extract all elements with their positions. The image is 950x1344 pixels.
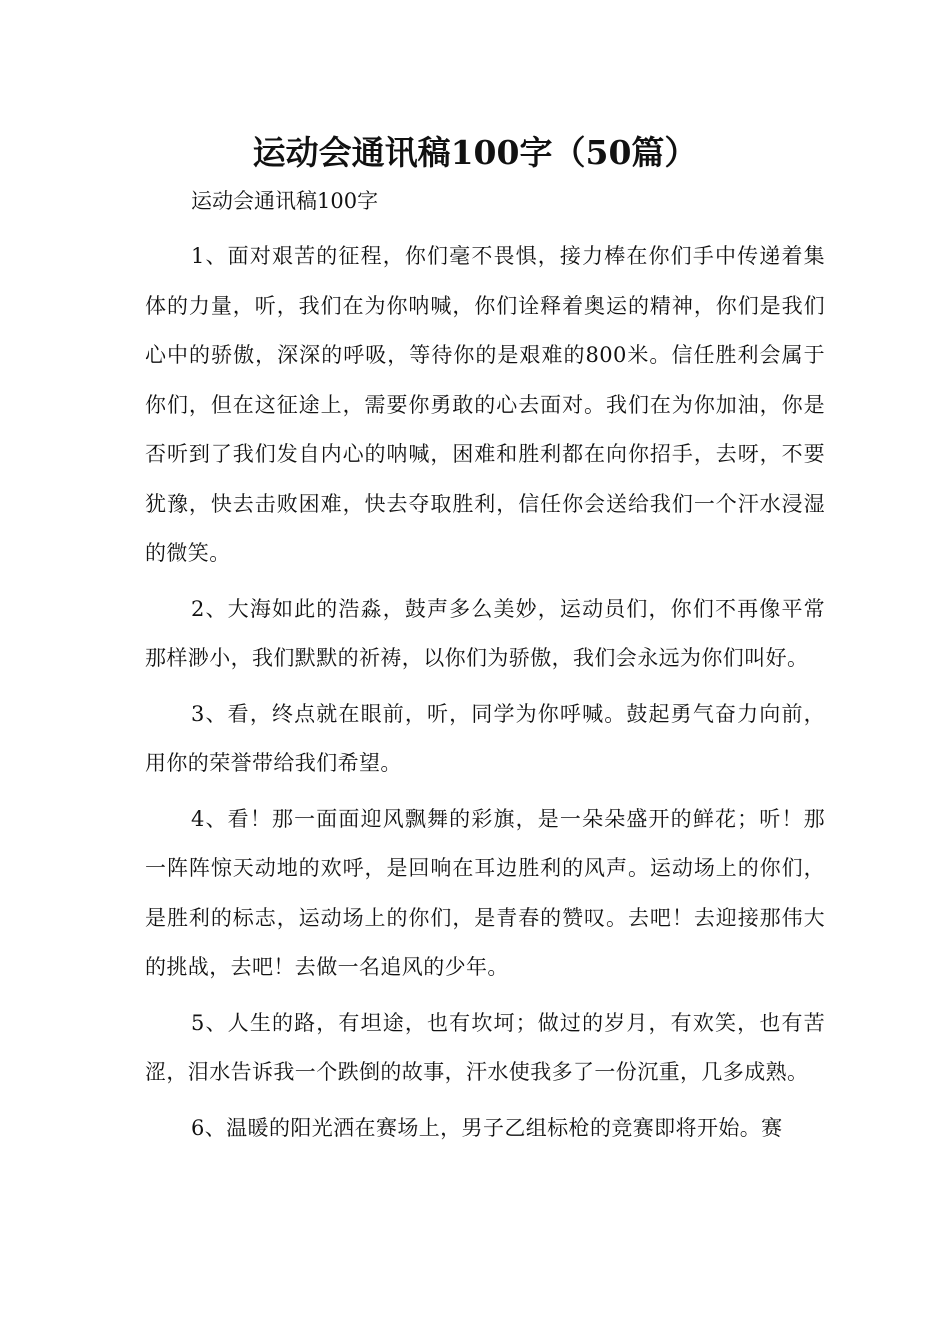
paragraph-1: 1、面对艰苦的征程，你们毫不畏惧，接力棒在你们手中传递着集体的力量，听，我们在为你呐喊，你们诠释着奥运的精神，你们是我们心中的骄傲，深深的呼吸，等待你的是艰难的800米。信任胜利会属于你们，但在这征途上，需要你勇敢的心去面对。我们在为你加油，你是否听到了我们发自内心的呐喊，困难和胜利都在向你招手，去呀，不要犹豫，快去击败困难，快去夺取胜利，信任你会送给我们一个汗水浸湿的微笑。 [145, 244, 825, 565]
document-body [145, 232, 825, 1159]
document-subtitle: 运动会通讯稿100字 [191, 189, 379, 213]
paragraph-6: 6、温暖的阳光洒在赛场上，男子乙组标枪的竞赛即将开始。赛 [191, 1115, 783, 1140]
paragraph-5: 5、人生的路，有坦途，也有坎坷；做过的岁月，有欢笑，也有苦涩，泪水告诉我一个跌倒的故事，汗水使我多了一份沉重，几多成熟。 [145, 1010, 825, 1084]
paragraph-4: 4、看！那一面面迎风飘舞的彩旗，是一朵朵盛开的鲜花；听！那一阵阵惊天动地的欢呼，是回响在耳边胜利的风声。运动场上的你们，是胜利的标志，运动场上的你们，是青春的赞叹。去吧！去迎接那伟大的挑战，去吧！去做一名追风的少年。 [145, 806, 825, 979]
paragraph-2: 2、大海如此的浩淼，鼓声多么美妙，运动员们，你们不再像平常那样渺小，我们默默的祈祷，以你们为骄傲，我们会永远为你们叫好。 [145, 596, 825, 670]
paragraph-3: 3、看，终点就在眼前，听，同学为你呼喊。鼓起勇气奋力向前，用你的荣誉带给我们希望。 [145, 701, 825, 775]
document-title: 运动会通讯稿100字（50篇） [252, 133, 698, 172]
